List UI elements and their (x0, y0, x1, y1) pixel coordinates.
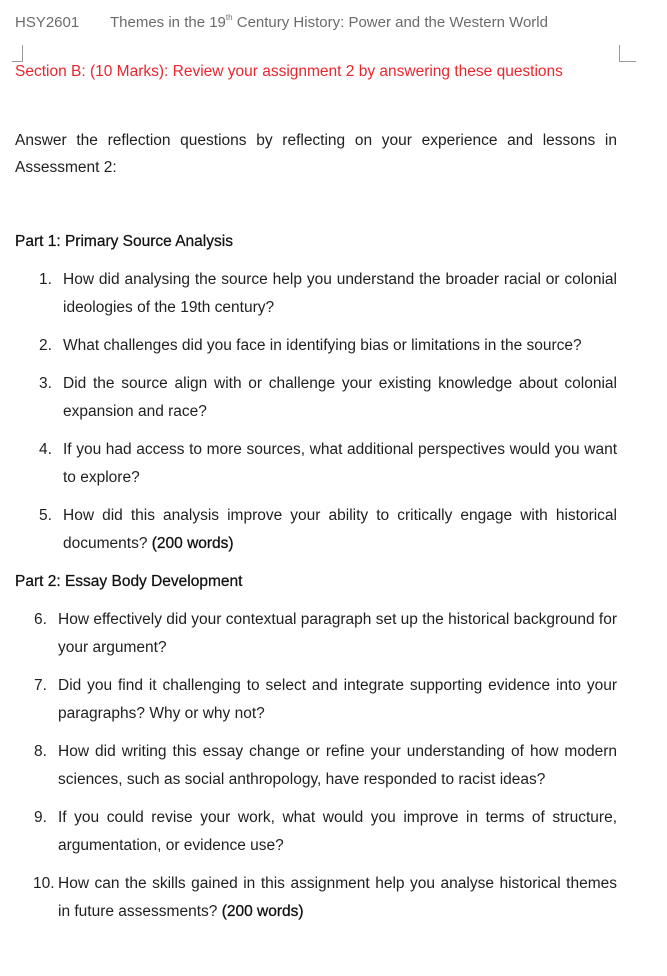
intro-paragraph: Answer the reflection questions by reflecting on your experience and lessons in Assessment 2: (15, 132, 617, 176)
question-item (0, 332, 667, 360)
question-text: How effectively did your contextual paragraph set up the historical background for your argument? (58, 611, 617, 656)
question-text: How can the skills gained in this assignment help you analyse historical themes in future assessments? (200 words) (58, 875, 617, 920)
question-number: 10. (33, 875, 55, 892)
part1-title: Part 1: Primary Source Analysis (15, 233, 233, 250)
question-number: 4. (39, 441, 52, 458)
question-text: Did you find it challenging to select and integrate supporting evidence into your paragraphs? Why or why not? (58, 677, 617, 722)
question-item (0, 606, 667, 662)
word-count-note: (200 words) (151, 534, 234, 552)
question-item (0, 370, 667, 426)
question-number: 8. (34, 743, 47, 760)
question-item (0, 502, 667, 558)
question-text: If you could revise your work, what would you improve in terms of structure, argumentation, or evidence use? (58, 809, 617, 854)
course-title-start: Themes in the 19 (110, 14, 226, 31)
question-item (0, 870, 667, 926)
question-item (0, 266, 667, 322)
question-number: 5. (39, 507, 52, 524)
question-text: How did writing this essay change or refine your understanding of how modern sciences, such as social anthropology, have responded to racist ideas? (58, 743, 617, 788)
course-title (110, 14, 548, 31)
course-title-end: Century History: Power and the Western World (232, 14, 548, 31)
question-number: 7. (34, 677, 47, 694)
margin-corner-right (619, 45, 636, 62)
question-item (0, 672, 667, 728)
question-item (0, 436, 667, 492)
question-number: 6. (34, 611, 47, 628)
question-text: How did this analysis improve your ability to critically engage with historical documents? (200 words) (63, 507, 617, 552)
question-item (0, 738, 667, 794)
question-text: How did analysing the source help you understand the broader racial or colonial ideologies of the 19th century? (63, 271, 617, 316)
margin-corner-left (12, 45, 23, 62)
question-item (0, 804, 667, 860)
course-code: HSY2601 (15, 14, 80, 31)
question-number: 9. (34, 809, 47, 826)
question-text: If you had access to more sources, what additional perspectives would you want to explore? (63, 441, 617, 486)
page-header (15, 13, 548, 31)
word-count-note: (200 words) (221, 902, 304, 920)
section-title: Section B: (10 Marks): Review your assignment 2 by answering these questions (15, 63, 563, 80)
question-text: What challenges did you face in identifying bias or limitations in the source? (63, 337, 582, 354)
question-number: 1. (39, 271, 52, 288)
question-number: 3. (39, 375, 52, 392)
question-number: 2. (39, 337, 52, 354)
part2-title: Part 2: Essay Body Development (15, 573, 243, 590)
course-title-superscript: th (225, 13, 233, 22)
question-text: Did the source align with or challenge your existing knowledge about colonial expansion and race? (63, 375, 617, 420)
